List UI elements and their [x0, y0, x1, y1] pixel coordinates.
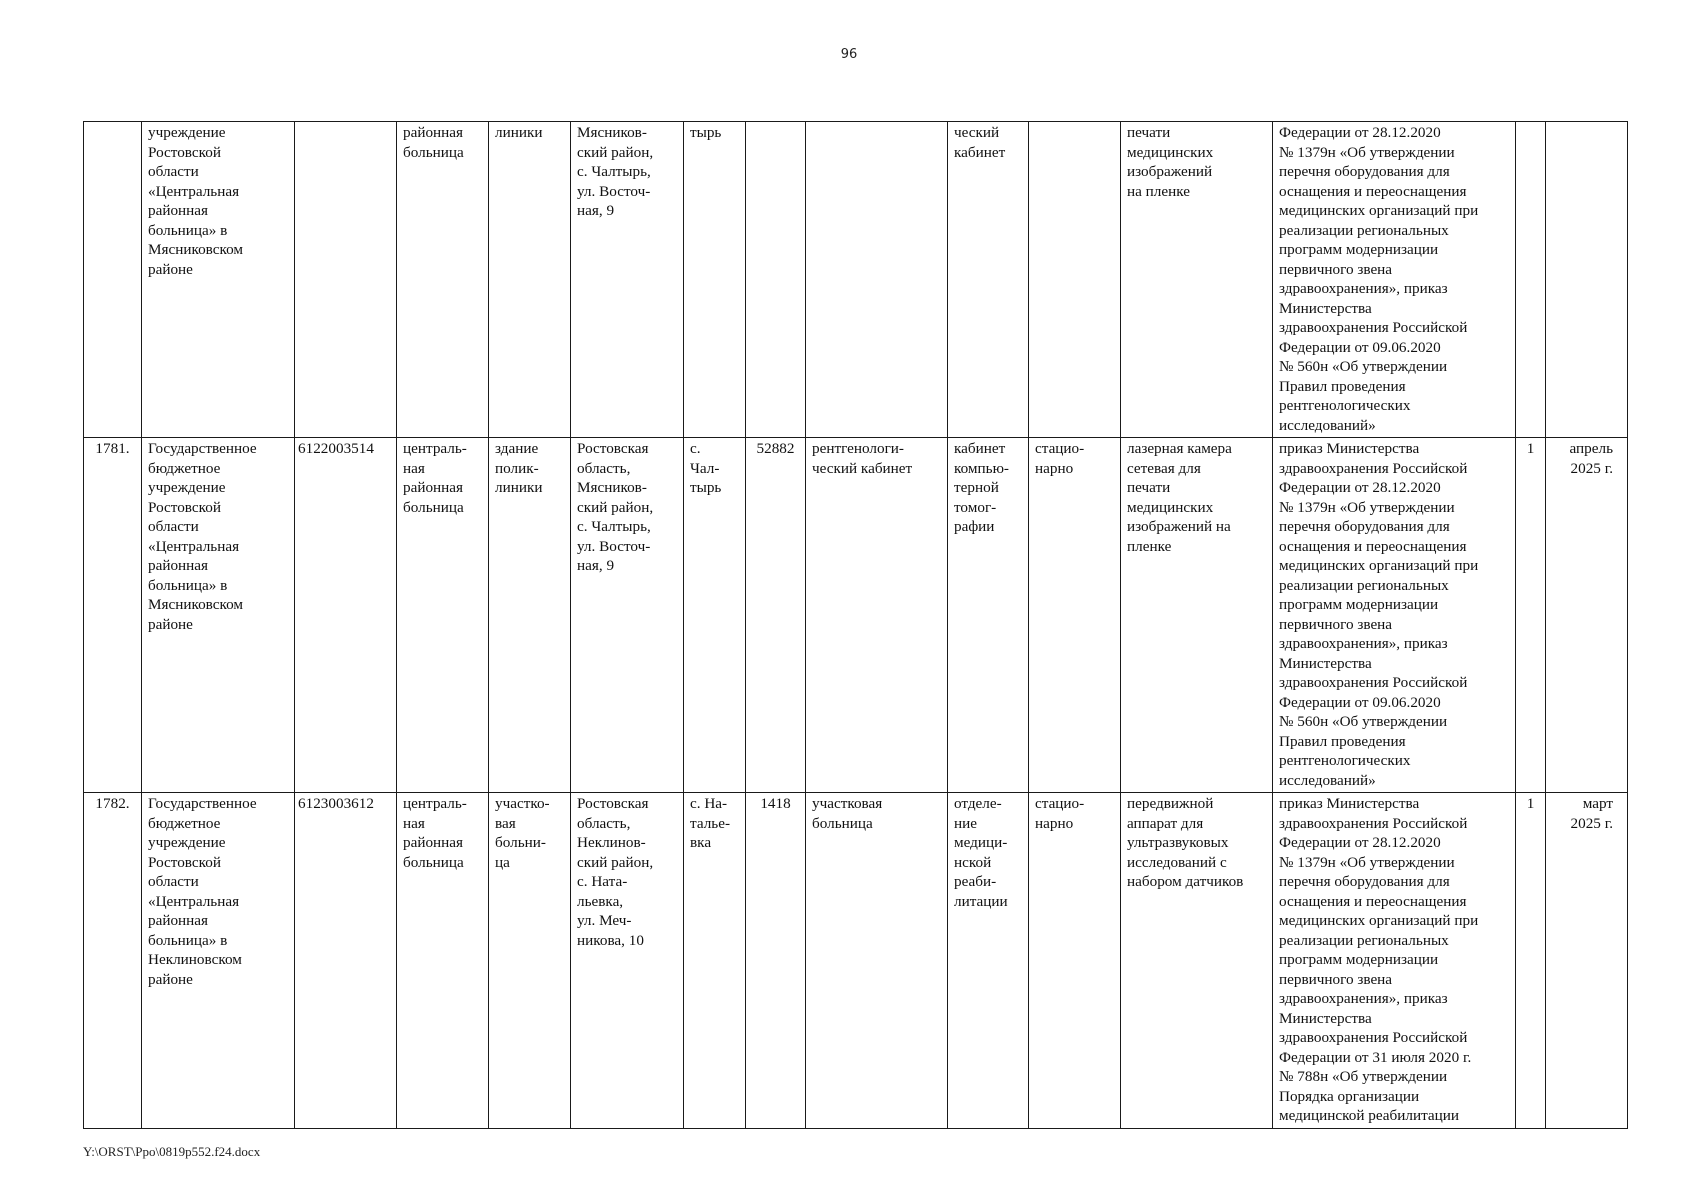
locality-cell: с. Чал- тырь: [684, 438, 746, 793]
mode-cell: [1029, 122, 1121, 438]
tin-cell: 6122003514: [295, 438, 397, 793]
locality-cell: тырь: [684, 122, 746, 438]
date-cell: апрель 2025 г.: [1546, 438, 1628, 793]
population-cell: [746, 122, 806, 438]
date-cell: [1546, 122, 1628, 438]
row-number-cell: [84, 122, 142, 438]
organization-cell: учреждение Ростовской области «Центральная районная больница» в Мясниковском районе: [142, 122, 295, 438]
mode-cell: стацио- нарно: [1029, 438, 1121, 793]
legal-basis-cell: приказ Министерства здравоохранения Российской Федерации от 28.12.2020 № 1379н «Об утверждении перечня оборудования для оснащения и переоснащения медицинских организаций при реализации региональных программ модернизации первичного звена здравоохранения», приказ Министерства здравоохранения Российской Федерации от 31 июля 2020 г. № 788н «Об утверждении Порядка организации медицинской реабилитации: [1273, 793, 1516, 1129]
population-cell: 52882: [746, 438, 806, 793]
document-path-footer: Y:\ORST\Ppo\0819p552.f24.docx: [83, 1144, 261, 1159]
quantity-cell: [1516, 122, 1546, 438]
quantity-cell: 1: [1516, 793, 1546, 1129]
equipment-table: [83, 121, 1628, 1129]
row-number-cell: 1782.: [84, 793, 142, 1129]
organization-type-cell: централь- ная районная больница: [397, 438, 489, 793]
date-cell: март 2025 г.: [1546, 793, 1628, 1129]
address-cell: Ростовская область, Неклинов- ский район, с. Ната- льевка, ул. Меч- никова, 10: [571, 793, 684, 1129]
address-cell: Мясников- ский район, с. Чалтырь, ул. Восточ- ная, 9: [571, 122, 684, 438]
cabinet-cell: отделе- ние медици- нской реаби- литации: [948, 793, 1029, 1129]
tin-cell: 6123003612: [295, 793, 397, 1129]
building-cell: линики: [489, 122, 571, 438]
building-cell: здание полик- линики: [489, 438, 571, 793]
legal-basis-cell: Федерации от 28.12.2020 № 1379н «Об утверждении перечня оборудования для оснащения и переоснащения медицинских организаций при реализации региональных программ модернизации первичного звена здравоохранения», приказ Министерства здравоохранения Российской Федерации от 09.06.2020 № 560н «Об утверждении Правил проведения рентгенологических исследований»: [1273, 122, 1516, 438]
page-number: 96: [840, 47, 858, 62]
quantity-cell: 1: [1516, 438, 1546, 793]
legal-basis-cell: приказ Министерства здравоохранения Российской Федерации от 28.12.2020 № 1379н «Об утверждении перечня оборудования для оснащения и переоснащения медицинских организаций при реализации региональных программ модернизации первичного звена здравоохранения», приказ Министерства здравоохранения Российской Федерации от 09.06.2020 № 560н «Об утверждении Правил проведения рентгенологических исследований»: [1273, 438, 1516, 793]
address-cell: Ростовская область, Мясников- ский район, с. Чалтырь, ул. Восточ- ная, 9: [571, 438, 684, 793]
equipment-cell: передвижной аппарат для ультразвуковых исследований с набором датчиков: [1121, 793, 1273, 1129]
equipment-cell: лазерная камера сетевая для печати медицинских изображений на пленке: [1121, 438, 1273, 793]
row-number-cell: 1781.: [84, 438, 142, 793]
unit-cell: [806, 122, 948, 438]
organization-cell: Государственное бюджетное учреждение Ростовской области «Центральная районная больница» в Неклиновском районе: [142, 793, 295, 1129]
table-row: [84, 122, 1628, 438]
equipment-cell: печати медицинских изображений на пленке: [1121, 122, 1273, 438]
organization-cell: Государственное бюджетное учреждение Ростовской области «Центральная районная больница» в Мясниковском районе: [142, 438, 295, 793]
locality-cell: с. На- талье- вка: [684, 793, 746, 1129]
table-row: [84, 438, 1628, 793]
cabinet-cell: ческий кабинет: [948, 122, 1029, 438]
tin-cell: [295, 122, 397, 438]
unit-cell: рентгенологи- ческий кабинет: [806, 438, 948, 793]
organization-type-cell: централь- ная районная больница: [397, 793, 489, 1129]
mode-cell: стацио- нарно: [1029, 793, 1121, 1129]
unit-cell: участковая больница: [806, 793, 948, 1129]
building-cell: участко- вая больни- ца: [489, 793, 571, 1129]
population-cell: 1418: [746, 793, 806, 1129]
organization-type-cell: районная больница: [397, 122, 489, 438]
cabinet-cell: кабинет компью- терной томог- рафии: [948, 438, 1029, 793]
table-row: [84, 793, 1628, 1129]
